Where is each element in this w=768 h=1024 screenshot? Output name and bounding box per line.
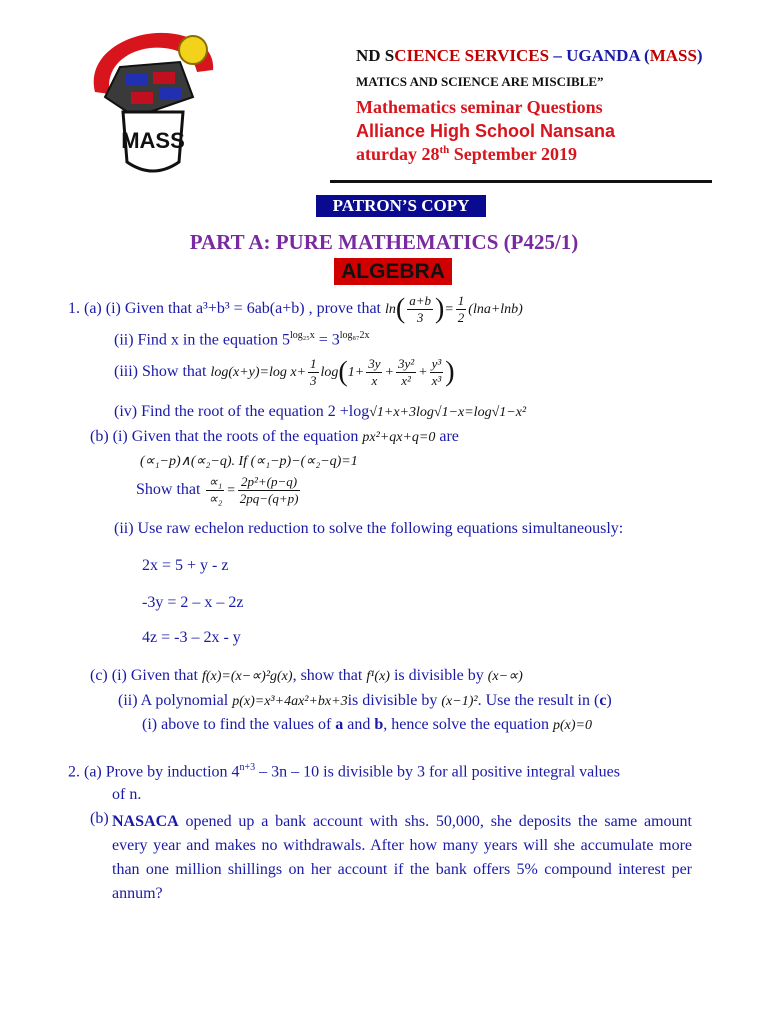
logo-text: MASS [121,128,185,153]
part-title: PART A: PURE MATHEMATICS (P425/1) [189,230,579,254]
equation-3: 4z = -3 – 2x - y [142,629,241,646]
q1-c-i: (c) (i) Given that f(x)=(x−∝)²g(x), show that f¹(x) is divisible by (x−∝) [90,667,523,684]
q1-a-ii: (ii) Find x in the equation $5^{log_{25}x} = 3^{log_{87}2x}$ [114,330,370,349]
q2-a: 2. (a) Prove by induction $4^{n+3} - 3n - 10$ is divisible by 3 for all positive integral values [68,762,621,781]
q1-b-i-condition: (∝₁−p)∧(∝₂−q). If (∝₁−p)−(∝₂−q)=1 [140,454,358,469]
q2-b: NASACA opened up a bank account with shs. 50,000, she deposits the same amount every year and makes no withdrawals. After how many years will she accumulate more than one million shillings on her account if the bank offers 5% compound interest per annum? [112,813,692,902]
equation-2: -3y = 2 – x – 2z [142,594,244,611]
equation-1: 2x = 5 + y - z [142,557,229,574]
q1-a-iv: (iv) Find the root of the equation 2 +log√1+x+3log√1−x=log√1−x² [114,403,527,420]
section-title: ALGEBRA [334,258,452,285]
header-rule [330,180,712,183]
q1-c-iii: (i) above to find the values of a and b, hence solve the equation p(x)=0 [142,716,593,733]
header-seminar: Mathematics seminar Questions [356,97,603,117]
header-date: aturday 28th September 2019 [356,144,577,164]
q2-b-label: (b) [90,810,109,827]
q1-a-i: 1. (a) (i) Given that a³+b³ = 6ab(a+b) , prove that ln( $\frac{a+b}{3}$ )= $\frac{1}{2}$ (lna+lnb) [68,293,523,325]
mass-logo [75,22,225,182]
header-motto: MATICS AND SCIENCE ARE MISCIBLE” [356,74,604,89]
q1-b-ii: (ii) Use raw echelon reduction to solve the following equations simultaneously: [114,520,624,537]
q1-b-show: Show that $\frac{\text{∝₁}}{\text{∝₂}}$ = $\frac{\text{2p²+(p−q)}}{2pq-(q+p)}$ [136,474,299,506]
q1-b-i: (b) (i) Given that the roots of the equation px²+qx+q=0 are [90,428,459,445]
q1-a-iii: (iii) Show that log(x+y)=log x+ $\frac{1}{3}$ log(1+ $\frac{3y}{x}$ + $\frac{\text{3y²}}{\text{x²}}$ + $\frac{\text{y³}}{\text{x³}}$ ) [114,356,455,388]
q1-c-ii: (ii) A polynomial p(x)=x³+4ax²+bx+3is divisible by (x−1)². Use the result in (c) [118,692,612,709]
header-school: Alliance High School Nansana [356,121,616,141]
patron-copy-banner: PATRON’S COPY [316,195,486,217]
header-title: ND SCIENCE SERVICES – UGANDA (MASS) [356,46,703,65]
q2-a-line2: of n. [112,786,142,803]
